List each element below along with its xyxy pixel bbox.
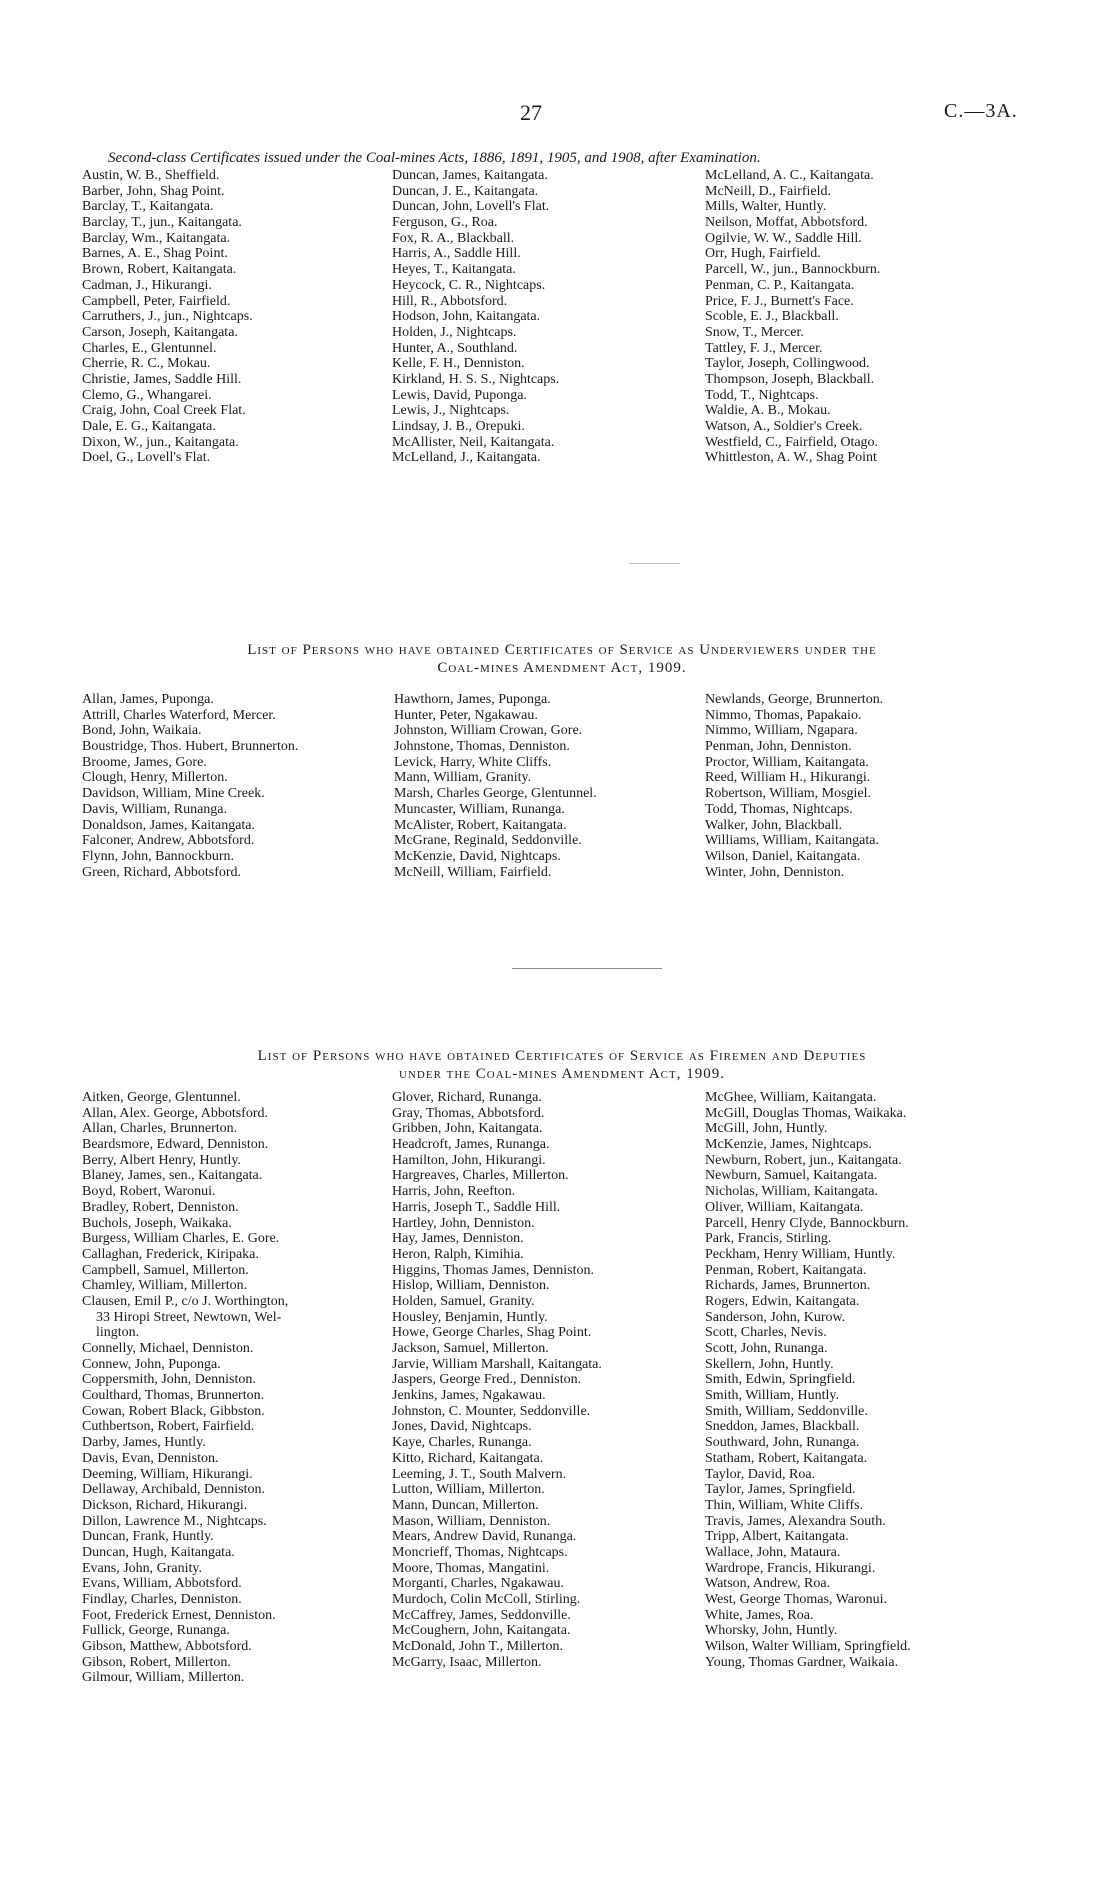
- name-entry: Clemo, G., Whangarei.: [82, 387, 212, 403]
- section3-heading-line2: under the Coal-mines Amendment Act, 1909.: [399, 1066, 725, 1082]
- name-entry: Penman, C. P., Kaitangata.: [705, 277, 855, 293]
- name-entry: Scoble, E. J., Blackball.: [705, 309, 839, 325]
- name-entry: Harris, John, Reefton.: [392, 1184, 516, 1200]
- section2-heading-line2: Coal-mines Amendment Act, 1909.: [437, 660, 687, 676]
- name-entry: Todd, Thomas, Nightcaps.: [705, 801, 853, 817]
- name-entry: Doel, G., Lovell's Flat.: [82, 450, 211, 466]
- name-entry: Wilson, Walter William, Springfield.: [705, 1639, 911, 1655]
- name-entry: Leeming, J. T., South Malvern.: [392, 1466, 567, 1482]
- name-entry: Ferguson, G., Roa.: [392, 215, 498, 231]
- name-entry: Wardrope, Francis, Hikurangi.: [705, 1560, 876, 1576]
- name-entry: Connew, John, Puponga.: [82, 1356, 221, 1372]
- name-entry: Aitken, George, Glentunnel.: [82, 1090, 241, 1105]
- name-entry: Marsh, Charles George, Glentunnel.: [394, 786, 597, 802]
- name-entry: Beardsmore, Edward, Denniston.: [82, 1137, 269, 1153]
- name-entry: Whittleston, A. W., Shag Point: [705, 450, 877, 466]
- name-entry: Jones, David, Nightcaps.: [392, 1419, 532, 1435]
- name-entry: Heron, Ralph, Kimihia.: [392, 1246, 524, 1262]
- section2-heading-line1: List of Persons who have obtained Certificates of Service as Underviewers under the: [247, 642, 877, 658]
- separator-short-rule: [630, 563, 680, 564]
- name-entry: Howe, George Charles, Shag Point.: [392, 1325, 592, 1341]
- name-entry: Heycock, C. R., Nightcaps.: [392, 277, 546, 293]
- name-entry: Austin, W. B., Sheffield.: [82, 168, 220, 183]
- name-entry: 33 Hiropi Street, Newtown, Wel-: [96, 1309, 282, 1325]
- section3-column-3: [705, 1090, 911, 1670]
- name-entry: Parcell, Henry Clyde, Bannockburn.: [705, 1215, 909, 1231]
- name-entry: Harris, Joseph T., Saddle Hill.: [392, 1199, 561, 1215]
- name-entry: Hargreaves, Charles, Millerton.: [392, 1168, 569, 1184]
- name-entry: Nimmo, William, Ngapara.: [705, 723, 858, 739]
- name-entry: Tripp, Albert, Kaitangata.: [705, 1529, 849, 1545]
- name-entry: Duncan, J. E., Kaitangata.: [392, 183, 539, 199]
- name-entry: Heyes, T., Kaitangata.: [392, 262, 516, 278]
- name-entry: Green, Richard, Abbotsford.: [82, 864, 242, 880]
- section2-column-3: [705, 692, 883, 880]
- name-entry: Smith, William, Huntly.: [705, 1388, 839, 1404]
- name-entry: Hawthorn, James, Puponga.: [394, 692, 551, 707]
- name-entry: Blaney, James, sen., Kaitangata.: [82, 1168, 263, 1184]
- name-entry: Hill, R., Abbotsford.: [392, 293, 508, 309]
- name-entry: Carson, Joseph, Kaitangata.: [82, 324, 238, 340]
- name-entry: Thompson, Joseph, Blackball.: [705, 371, 875, 387]
- name-entry: Waldie, A. B., Mokau.: [705, 403, 831, 419]
- name-entry: Kelle, F. H., Denniston.: [392, 356, 525, 372]
- name-entry: Headcroft, James, Runanga.: [392, 1137, 550, 1153]
- name-entry: McGhee, William, Kaitangata.: [705, 1090, 877, 1105]
- name-entry: Morganti, Charles, Ngakawau.: [392, 1576, 564, 1592]
- name-entry: Sneddon, James, Blackball.: [705, 1419, 860, 1435]
- name-entry: Dickson, Richard, Hikurangi.: [82, 1497, 248, 1513]
- name-entry: Barber, John, Shag Point.: [82, 183, 225, 199]
- name-entry: Mason, William, Denniston.: [392, 1513, 551, 1529]
- name-entry: Rogers, Edwin, Kaitangata.: [705, 1293, 860, 1309]
- name-entry: McKenzie, James, Nightcaps.: [705, 1137, 872, 1153]
- name-entry: Winter, John, Denniston.: [705, 864, 845, 880]
- name-entry: Nimmo, Thomas, Papakaio.: [705, 707, 862, 723]
- name-entry: Christie, James, Saddle Hill.: [82, 371, 242, 387]
- name-entry: Newburn, Samuel, Kaitangata.: [705, 1168, 878, 1184]
- name-entry: Lewis, J., Nightcaps.: [392, 403, 510, 419]
- name-entry: Cherrie, R. C., Mokau.: [82, 356, 211, 372]
- name-entry: Statham, Robert, Kaitangata.: [705, 1450, 868, 1466]
- section2-column-1: [82, 692, 298, 880]
- name-entry: Campbell, Peter, Fairfield.: [82, 293, 231, 309]
- name-entry: McCaffrey, James, Seddonville.: [392, 1607, 571, 1623]
- name-entry: Price, F. J., Burnett's Face.: [705, 293, 854, 309]
- name-entry: Evans, John, Granity.: [82, 1560, 203, 1576]
- name-entry: McAlister, Robert, Kaitangata.: [394, 817, 567, 833]
- name-entry: Clausen, Emil P., c/o J. Worthington,: [82, 1293, 289, 1309]
- name-entry: Bradley, Robert, Denniston.: [82, 1199, 239, 1215]
- name-entry: Johnston, C. Mounter, Seddonville.: [392, 1403, 591, 1419]
- name-entry: Davidson, William, Mine Creek.: [82, 786, 265, 802]
- name-entry: Taylor, James, Springfield.: [705, 1482, 856, 1498]
- name-entry: Boyd, Robert, Waronui.: [82, 1184, 216, 1200]
- name-entry: Gibson, Matthew, Abbotsford.: [82, 1639, 252, 1655]
- name-entry: McGrane, Reginald, Seddonville.: [394, 833, 582, 849]
- name-entry: Travis, James, Alexandra South.: [705, 1513, 886, 1529]
- name-entry: Carruthers, J., jun., Nightcaps.: [82, 309, 253, 325]
- name-entry: Westfield, C., Fairfield, Otago.: [705, 434, 879, 450]
- name-entry: Walker, John, Blackball.: [705, 817, 843, 833]
- name-entry: Dixon, W., jun., Kaitangata.: [82, 434, 239, 450]
- name-entry: Hislop, William, Denniston.: [392, 1278, 550, 1294]
- name-entry: Barclay, T., Kaitangata.: [82, 199, 214, 215]
- name-entry: McGarry, Isaac, Millerton.: [392, 1654, 542, 1670]
- name-entry: Fox, R. A., Blackball.: [392, 230, 515, 246]
- name-entry: Richards, James, Brunnerton.: [705, 1278, 871, 1294]
- name-entry: Flynn, John, Bannockburn.: [82, 848, 235, 864]
- name-entry: Newlands, George, Brunnerton.: [705, 692, 884, 707]
- name-entry: West, George Thomas, Waronui.: [705, 1592, 888, 1607]
- name-entry: Young, Thomas Gardner, Waikaia.: [705, 1654, 899, 1670]
- name-entry: Whorsky, John, Huntly.: [705, 1623, 838, 1639]
- name-entry: Peckham, Henry William, Huntly.: [705, 1246, 896, 1262]
- name-entry: Buchols, Joseph, Waikaka.: [82, 1215, 232, 1231]
- name-entry: Scott, John, Runanga.: [705, 1341, 828, 1356]
- name-entry: Gibson, Robert, Millerton.: [82, 1654, 231, 1670]
- name-entry: Charles, E., Glentunnel.: [82, 340, 217, 356]
- name-entry: Skellern, John, Huntly.: [705, 1356, 834, 1372]
- name-entry: Kirkland, H. S. S., Nightcaps.: [392, 371, 560, 387]
- name-entry: Southward, John, Runanga.: [705, 1435, 860, 1451]
- page-number: 27: [520, 100, 542, 125]
- name-entry: Jenkins, James, Ngakawau.: [392, 1388, 546, 1404]
- name-entry: Darby, James, Huntly.: [82, 1435, 206, 1451]
- section3-column-1: [82, 1090, 288, 1686]
- name-entry: Mann, William, Granity.: [394, 770, 532, 786]
- name-entry: Housley, Benjamin, Huntly.: [392, 1309, 548, 1325]
- name-entry: Thin, William, White Cliffs.: [705, 1497, 864, 1513]
- name-entry: Smith, William, Seddonville.: [705, 1403, 868, 1419]
- section3-column-2: [392, 1090, 602, 1670]
- name-entry: Levick, Harry, White Cliffs.: [394, 754, 552, 770]
- name-entry: Campbell, Samuel, Millerton.: [82, 1262, 249, 1278]
- name-entry: Smith, Edwin, Springfield.: [705, 1372, 856, 1388]
- name-entry: Hamilton, John, Hikurangi.: [392, 1152, 546, 1168]
- name-entry: Cadman, J., Hikurangi.: [82, 277, 212, 293]
- separator-rule: [512, 968, 662, 969]
- name-entry: Chamley, William, Millerton.: [82, 1278, 248, 1294]
- name-entry: Dellaway, Archibald, Denniston.: [82, 1482, 265, 1498]
- name-entry: Ogilvie, W. W., Saddle Hill.: [705, 230, 862, 246]
- name-entry: McAllister, Neil, Kaitangata.: [392, 434, 555, 450]
- name-entry: McKenzie, David, Nightcaps.: [394, 848, 561, 864]
- name-entry: Robertson, William, Mosgiel.: [705, 786, 872, 802]
- name-entry: Hunter, Peter, Ngakawau.: [394, 707, 538, 723]
- name-entry: lington.: [96, 1325, 140, 1341]
- name-entry: Gray, Thomas, Abbotsford.: [392, 1105, 545, 1121]
- name-entry: Bond, John, Waikaia.: [82, 723, 202, 739]
- name-entry: Parcell, W., jun., Bannockburn.: [705, 262, 881, 278]
- name-entry: Snow, T., Mercer.: [705, 324, 804, 340]
- name-entry: McCoughern, John, Kaitangata.: [392, 1623, 571, 1639]
- name-entry: McNeill, William, Fairfield.: [394, 864, 552, 880]
- name-entry: McDonald, John T., Millerton.: [392, 1639, 563, 1655]
- name-entry: Allan, Alex. George, Abbotsford.: [82, 1105, 268, 1121]
- section2-column-2: [394, 692, 597, 880]
- name-entry: Evans, William, Abbotsford.: [82, 1576, 242, 1592]
- name-entry: McLelland, A. C., Kaitangata.: [705, 168, 874, 183]
- name-entry: Williams, William, Kaitangata.: [705, 833, 879, 849]
- name-entry: Foot, Frederick Ernest, Denniston.: [82, 1607, 276, 1623]
- name-entry: Boustridge, Thos. Hubert, Brunnerton.: [82, 739, 299, 755]
- name-entry: Barclay, T., jun., Kaitangata.: [82, 215, 242, 231]
- name-entry: Neilson, Moffat, Abbotsford.: [705, 215, 868, 231]
- name-entry: Todd, T., Nightcaps.: [705, 387, 819, 403]
- name-entry: Tattley, F. J., Mercer.: [705, 340, 823, 356]
- name-entry: Johnstone, Thomas, Denniston.: [394, 739, 570, 755]
- name-entry: Moncrieff, Thomas, Nightcaps.: [392, 1544, 568, 1560]
- name-entry: Oliver, William, Kaitangata.: [705, 1199, 864, 1215]
- name-entry: McLelland, J., Kaitangata.: [392, 450, 541, 466]
- name-entry: Coulthard, Thomas, Brunnerton.: [82, 1388, 265, 1404]
- name-entry: Mears, Andrew David, Runanga.: [392, 1529, 577, 1545]
- name-entry: Taylor, David, Roa.: [705, 1466, 816, 1482]
- name-entry: McGill, Douglas Thomas, Waikaka.: [705, 1105, 907, 1121]
- name-entry: Orr, Hugh, Fairfield.: [705, 246, 821, 262]
- name-entry: Gribben, John, Kaitangata.: [392, 1121, 543, 1137]
- name-entry: Holden, Samuel, Granity.: [392, 1293, 535, 1309]
- name-entry: Craig, John, Coal Creek Flat.: [82, 403, 246, 419]
- name-entry: Dillon, Lawrence M., Nightcaps.: [82, 1513, 267, 1529]
- name-entry: McNeill, D., Fairfield.: [705, 183, 831, 199]
- name-entry: Barclay, Wm., Kaitangata.: [82, 230, 231, 246]
- name-entry: Mann, Duncan, Millerton.: [392, 1497, 539, 1513]
- name-entry: Fullick, George, Runanga.: [82, 1623, 230, 1639]
- name-entry: Attrill, Charles Waterford, Mercer.: [82, 707, 276, 723]
- name-entry: Reed, William H., Hikurangi.: [705, 770, 871, 786]
- name-entry: Dale, E. G., Kaitangata.: [82, 419, 216, 434]
- name-entry: Jaspers, George Fred., Denniston.: [392, 1372, 582, 1388]
- name-entry: Davis, Evan, Denniston.: [82, 1450, 219, 1466]
- name-entry: Park, Francis, Stirling.: [705, 1231, 832, 1247]
- name-entry: Duncan, Hugh, Kaitangata.: [82, 1544, 235, 1560]
- name-entry: Lindsay, J. B., Orepuki.: [392, 419, 525, 434]
- name-entry: Brown, Robert, Kaitangata.: [82, 262, 237, 278]
- name-entry: Burgess, William Charles, E. Gore.: [82, 1231, 280, 1247]
- name-entry: Allan, Charles, Brunnerton.: [82, 1121, 238, 1137]
- name-entry: Murdoch, Colin McColl, Stirling.: [392, 1592, 581, 1607]
- name-entry: Falconer, Andrew, Abbotsford.: [82, 833, 255, 849]
- name-entry: Taylor, Joseph, Collingwood.: [705, 356, 870, 372]
- name-entry: Findlay, Charles, Denniston.: [82, 1592, 242, 1607]
- name-entry: McGill, John, Huntly.: [705, 1121, 828, 1137]
- name-entry: Moore, Thomas, Mangatini.: [392, 1560, 550, 1576]
- name-entry: Penman, John, Denniston.: [705, 739, 852, 755]
- name-entry: Hay, James, Denniston.: [392, 1231, 524, 1247]
- name-entry: Nicholas, William, Kaitangata.: [705, 1184, 878, 1200]
- name-entry: Jarvie, William Marshall, Kaitangata.: [392, 1356, 602, 1372]
- section1-column-3: [705, 168, 880, 466]
- name-entry: Duncan, James, Kaitangata.: [392, 168, 548, 183]
- name-entry: Clough, Henry, Millerton.: [82, 770, 228, 786]
- name-entry: Cowan, Robert Black, Gibbston.: [82, 1403, 265, 1419]
- name-entry: Connelly, Michael, Denniston.: [82, 1341, 254, 1356]
- document-reference: C.—3A.: [944, 100, 1018, 122]
- name-entry: Davis, William, Runanga.: [82, 801, 227, 817]
- name-entry: Higgins, Thomas James, Denniston.: [392, 1262, 594, 1278]
- section3-heading-line1: List of Persons who have obtained Certificates of Service as Firemen and Deputies: [257, 1048, 867, 1064]
- name-entry: Donaldson, James, Kaitangata.: [82, 817, 256, 833]
- name-entry: Muncaster, William, Runanga.: [394, 801, 565, 817]
- name-entry: Lewis, David, Puponga.: [392, 387, 527, 403]
- name-entry: Mills, Walter, Huntly.: [705, 199, 827, 215]
- name-entry: Broome, James, Gore.: [82, 754, 207, 770]
- name-entry: Barnes, A. E., Shag Point.: [82, 246, 228, 262]
- name-entry: White, James, Roa.: [705, 1607, 814, 1623]
- name-entry: Wallace, John, Mataura.: [705, 1544, 841, 1560]
- name-entry: Watson, Andrew, Roa.: [705, 1576, 831, 1592]
- name-entry: Newburn, Robert, jun., Kaitangata.: [705, 1152, 902, 1168]
- name-entry: Penman, Robert, Kaitangata.: [705, 1262, 867, 1278]
- name-entry: Proctor, William, Kaitangata.: [705, 754, 869, 770]
- name-entry: Johnston, William Crowan, Gore.: [394, 723, 583, 739]
- name-entry: Callaghan, Frederick, Kiripaka.: [82, 1246, 259, 1262]
- name-entry: Hartley, John, Denniston.: [392, 1215, 535, 1231]
- name-entry: Sanderson, John, Kurow.: [705, 1309, 846, 1325]
- name-entry: Kitto, Richard, Kaitangata.: [392, 1450, 544, 1466]
- section1-column-2: [392, 168, 559, 466]
- name-entry: Hodson, John, Kaitangata.: [392, 309, 541, 325]
- name-entry: Wilson, Daniel, Kaitangata.: [705, 848, 861, 864]
- name-entry: Hunter, A., Southland.: [392, 340, 518, 356]
- name-entry: Scott, Charles, Nevis.: [705, 1325, 827, 1341]
- name-entry: Cuthbertson, Robert, Fairfield.: [82, 1419, 255, 1435]
- name-entry: Duncan, Frank, Huntly.: [82, 1529, 214, 1545]
- name-entry: Holden, J., Nightcaps.: [392, 324, 517, 340]
- section1-column-1: [82, 168, 253, 466]
- section1-heading: Second-class Certificates issued under the Coal-mines Acts, 1886, 1891, 1905, and 1908, after Examination.: [108, 150, 761, 166]
- name-entry: Berry, Albert Henry, Huntly.: [82, 1152, 242, 1168]
- name-entry: Jackson, Samuel, Millerton.: [392, 1341, 549, 1356]
- name-entry: Lutton, William, Millerton.: [392, 1482, 545, 1498]
- name-entry: Deeming, William, Hikurangi.: [82, 1466, 253, 1482]
- name-entry: Harris, A., Saddle Hill.: [392, 246, 521, 262]
- name-entry: Gilmour, William, Millerton.: [82, 1670, 245, 1686]
- name-entry: Allan, James, Puponga.: [82, 692, 214, 707]
- name-entry: Watson, A., Soldier's Creek.: [705, 419, 863, 434]
- name-entry: Coppersmith, John, Denniston.: [82, 1372, 256, 1388]
- name-entry: Kaye, Charles, Runanga.: [392, 1435, 532, 1451]
- name-entry: Duncan, John, Lovell's Flat.: [392, 199, 550, 215]
- name-entry: Glover, Richard, Runanga.: [392, 1090, 542, 1105]
